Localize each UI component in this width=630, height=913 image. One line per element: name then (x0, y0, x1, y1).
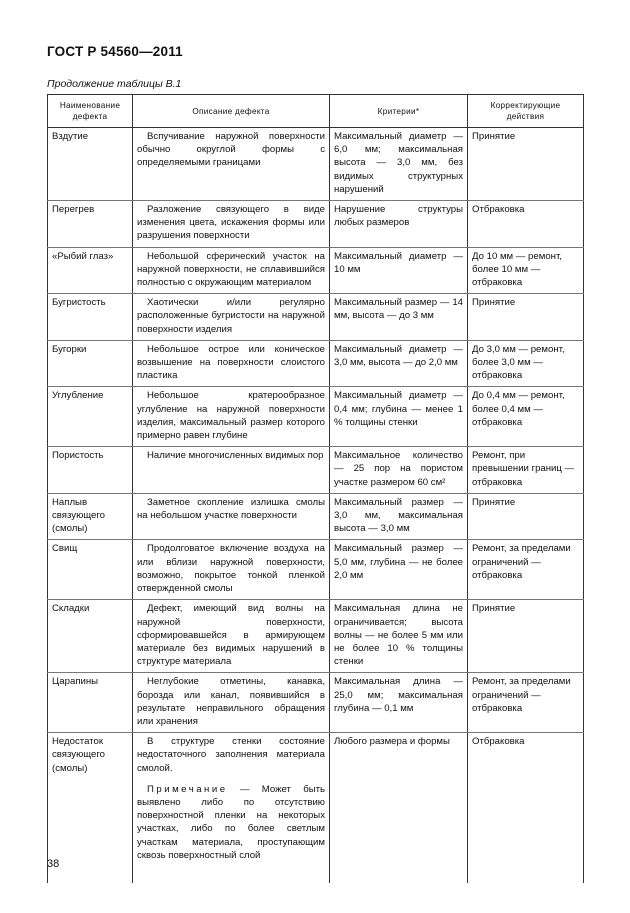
note-text: — Может быть выявлено либо по отсутствию поверхностной пленки на некоторых участках, либо по более светлым участкам материала, проступающим сквозь поверхностный слой (137, 783, 325, 861)
defect-name: Бугристость (48, 294, 133, 341)
defect-criteria: Максимальный диаметр — 6,0 мм; максимальная высота — 3,0 мм, без видимых структурных нарушений (330, 128, 468, 201)
defect-corrective-action: Ремонт, при превышении границ — отбраковка (468, 447, 584, 494)
defect-criteria: Максимальная длина — 25,0 мм; максимальная глубина — 0,1 мм (330, 673, 468, 733)
defect-description: Продолговатое включение воздуха на или вблизи наружной поверхности, возможно, покрытое тонкой пленкой отвержденной смолы (133, 540, 330, 600)
defect-corrective-action: Отбраковка (468, 733, 584, 883)
header-corrective-actions: Корректирующие действия (468, 95, 584, 128)
defect-description: Неглубокие отметины, канавка, борозда или канал, появившийся в результате неправильного обращения или хранения (133, 673, 330, 733)
defect-criteria: Максимальный размер — 5,0 мм, глубина — не более 2,0 мм (330, 540, 468, 600)
defect-name: «Рыбий глаз» (48, 247, 133, 294)
defect-description: Небольшое кратерообразное углубление на наружной поверхности изделия, максимальный размер которого примерно равен глубине (133, 387, 330, 447)
defect-name: Пористость (48, 447, 133, 494)
defect-name: Углубление (48, 387, 133, 447)
standard-header: ГОСТ Р 54560—2011 (47, 44, 183, 59)
page-number: 38 (47, 858, 60, 870)
defect-description: Небольшое острое или коническое возвышение на поверхности слоистого пластика (133, 340, 330, 387)
table-row (48, 447, 584, 494)
defect-corrective-action: Принятие (468, 128, 584, 201)
defect-name: Наплыв связующего (смолы) (48, 493, 133, 540)
table-row (48, 673, 584, 733)
defect-corrective-action: Принятие (468, 600, 584, 673)
header-defect-name: Наименование дефекта (48, 95, 133, 128)
defect-criteria: Максимальный диаметр — 0,4 мм; глубина — менее 1 % толщины стенки (330, 387, 468, 447)
table-row (48, 493, 584, 540)
defect-corrective-action: До 10 мм — ремонт, более 10 мм — отбраковка (468, 247, 584, 294)
defect-criteria: Максимальная длина не ограничивается; высота волны — не более 5 мм или не более 10 % толщины стенки (330, 600, 468, 673)
defect-criteria: Максимальный диаметр — 3,0 мм, высота — до 2,0 мм (330, 340, 468, 387)
defect-criteria: Максимальное количество — 25 пор на пористом участке размером 60 см² (330, 447, 468, 494)
defect-corrective-action: Ремонт, за пределами ограничений — отбраковка (468, 673, 584, 733)
defect-name: Перегрев (48, 201, 133, 248)
defect-description: Хаотически и/или регулярно расположенные бугристости на наружной поверхности изделия (133, 294, 330, 341)
table-row (48, 600, 584, 673)
defect-name: Царапины (48, 673, 133, 733)
defect-description: Вспучивание наружной поверхности обычно округлой формы с определяемыми границами (133, 128, 330, 201)
defects-table (47, 94, 584, 883)
defect-description: Дефект, имеющий вид волны на наружной поверхности, сформировавшейся в армирующем материале без видимых нарушений в структуре материала (133, 600, 330, 673)
defect-description: Небольшой сферический участок на наружной поверхности, не сплавившийся полностью с окружающим материалом (133, 247, 330, 294)
table-row (48, 340, 584, 387)
defect-corrective-action: Отбраковка (468, 201, 584, 248)
table-row (48, 247, 584, 294)
defect-description: В структуре стенки состояние недостаточного заполнения материала смолой. Примечание — Может быть выявлено либо по отсутствию поверхностной пленки на некоторых участках, либо по более светлым участкам материала, проступающим сквозь поверхностный слой (133, 733, 330, 883)
note-paragraph (137, 783, 325, 862)
defect-description: Наличие многочисленных видимых пор (133, 447, 330, 494)
table-row (48, 733, 584, 883)
defect-corrective-action: До 0,4 мм — ремонт, более 0,4 мм — отбраковка (468, 387, 584, 447)
defect-name: Свищ (48, 540, 133, 600)
table-caption: Продолжение таблицы В.1 (47, 78, 182, 90)
defect-criteria: Максимальный размер — 3,0 мм, максимальная высота — 3,0 мм (330, 493, 468, 540)
header-criteria: Критерии* (330, 95, 468, 128)
table-row (48, 201, 584, 248)
table-header-row (48, 95, 584, 128)
note-label: Примечание (147, 783, 228, 795)
defect-name: Недостаток связующего (смолы) (48, 733, 133, 883)
defect-criteria: Максимальный диаметр — 10 мм (330, 247, 468, 294)
header-defect-description: Описание дефекта (133, 95, 330, 128)
defect-description: Разложение связующего в виде изменения цвета, искажения формы или разрушения поверхности (133, 201, 330, 248)
table-row (48, 387, 584, 447)
defect-name: Вздутие (48, 128, 133, 201)
defect-description: Заметное скопление излишка смолы на небольшом участке поверхности (133, 493, 330, 540)
defect-name: Бугорки (48, 340, 133, 387)
table-row (48, 128, 584, 201)
defect-criteria: Нарушение структуры любых размеров (330, 201, 468, 248)
defect-corrective-action: Ремонт, за пределами ограничений — отбраковка (468, 540, 584, 600)
defect-criteria: Любого размера и формы (330, 733, 468, 883)
defect-corrective-action: Принятие (468, 294, 584, 341)
defect-corrective-action: Принятие (468, 493, 584, 540)
table-row (48, 540, 584, 600)
defect-corrective-action: До 3,0 мм — ремонт, более 3,0 мм — отбраковка (468, 340, 584, 387)
table-row (48, 294, 584, 341)
defect-criteria: Максимальный размер — 14 мм, высота — до 3 мм (330, 294, 468, 341)
defect-name: Складки (48, 600, 133, 673)
